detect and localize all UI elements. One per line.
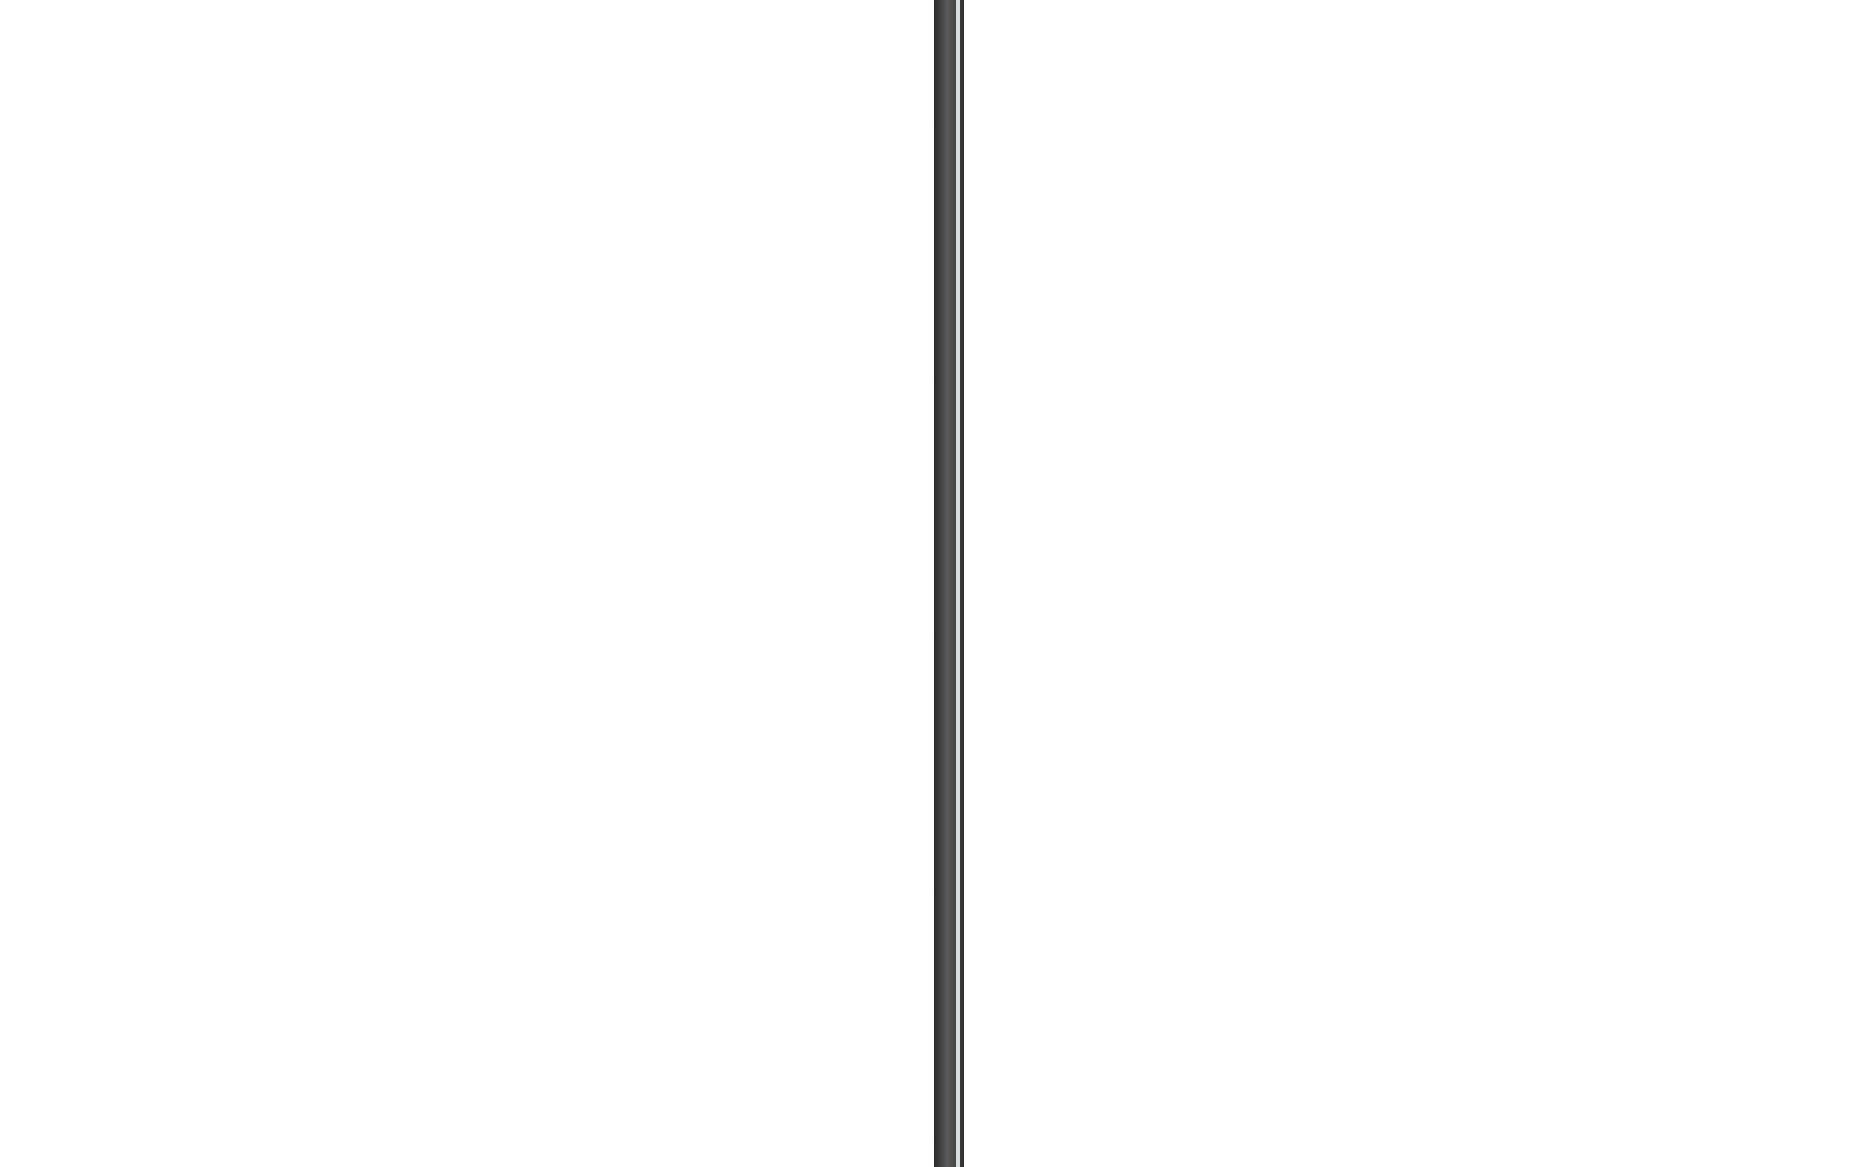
spiral-binding (890, 0, 1010, 1167)
binding-spine-highlight (956, 0, 960, 1167)
